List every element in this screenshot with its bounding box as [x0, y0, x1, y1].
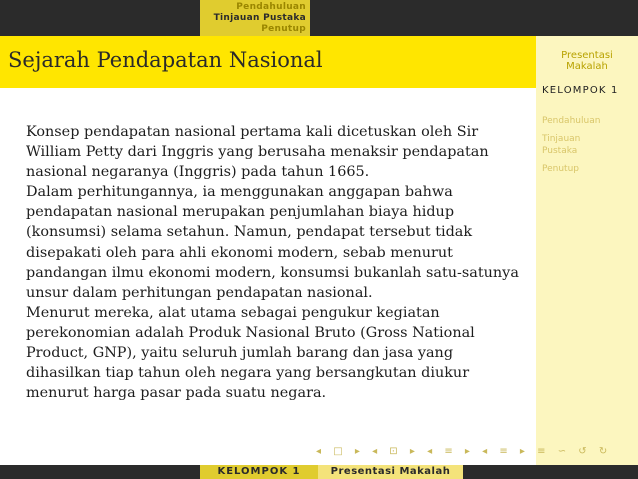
footer-author: KELOMPOK 1 [200, 465, 318, 479]
slide-title-bar [0, 36, 536, 88]
sidebar-author: KELOMPOK 1 [542, 85, 619, 96]
nav-section-tinjauan-pustaka[interactable]: Tinjauan Pustaka [213, 13, 306, 23]
nav-section-pendahuluan[interactable]: Pendahuluan [236, 2, 306, 12]
nav-back-icon[interactable]: ↺ [578, 446, 587, 457]
sidebar [536, 36, 638, 465]
slide-title: Sejarah Pendapatan Nasional [8, 48, 323, 72]
paragraph-2: Dalam perhitungannya, ia menggunakan anggapan bahwa pendapatan nasional merupakan penjumlahan biaya hidup (konsumsi) selama setahun. Namun, pendapat tersebut tidak disepakati oleh para ahli ekonomi modern, sebab menurut pandangan ilmu ekonomi modern, konsumsi bukanlah satu-satunya unsur dalam perhitungan pendapatan nasional. [26, 184, 519, 301]
nav-search-icon[interactable]: ∽ [557, 446, 567, 457]
nav-frame-icon[interactable]: □ [333, 446, 343, 457]
sidebar-title-line1[interactable]: Presentasi [561, 50, 613, 61]
nav-section-penutup[interactable]: Penutup [261, 24, 306, 34]
section-navigation [200, 0, 310, 36]
nav-section-icon[interactable]: ≡ [444, 446, 453, 457]
paragraph-3: Menurut mereka, alat utama sebagai pengukur kegiatan perekonomian adalah Produk Nasional Bruto (Gross National Product, GNP), yaitu seluruh jumlah barang dan jasa yang dihasilkan tiap tahun oleh negara yang bersangkutan diukur menurut harga pasar pada suatu negara. [26, 304, 475, 402]
sidebar-item-penutup[interactable]: Penutup [542, 164, 579, 174]
sidebar-item-tinjauan[interactable]: Tinjauan [542, 134, 581, 144]
nav-section-prev-icon[interactable]: ◂ [427, 446, 433, 457]
slide-body [26, 122, 531, 403]
sidebar-title-line2[interactable]: Makalah [566, 61, 608, 72]
beamer-navigation-symbols [316, 446, 608, 460]
paragraph-1: Konsep pendapatan nasional pertama kali dicetuskan oleh Sir William Petty dari Inggris yang berusaha menaksir pendapatan nasional negaranya (Inggris) pada tahun 1665. [26, 124, 489, 181]
sidebar-item-pendahuluan[interactable]: Pendahuluan [542, 116, 601, 126]
nav-subsection-icon[interactable]: ⊡ [389, 446, 398, 457]
nav-frame-prev-icon[interactable]: ◂ [316, 446, 322, 457]
nav-subsection-next-icon[interactable]: ▸ [409, 446, 415, 457]
nav-document-next-icon[interactable]: ▸ [519, 446, 525, 457]
nav-document-prev-icon[interactable]: ◂ [482, 446, 488, 457]
nav-subsection-prev-icon[interactable]: ◂ [372, 446, 378, 457]
nav-frame-next-icon[interactable]: ▸ [354, 446, 360, 457]
sidebar-item-pustaka[interactable]: Pustaka [542, 146, 578, 156]
nav-forward-icon[interactable]: ↻ [598, 446, 608, 457]
footer-bar [0, 465, 638, 479]
footer-title: Presentasi Makalah [318, 465, 463, 479]
nav-section-next-icon[interactable]: ▸ [464, 446, 470, 457]
top-navigation-bar [0, 0, 638, 36]
nav-appendix-icon[interactable]: ≡ [537, 446, 546, 457]
nav-document-icon[interactable]: ≡ [499, 446, 508, 457]
